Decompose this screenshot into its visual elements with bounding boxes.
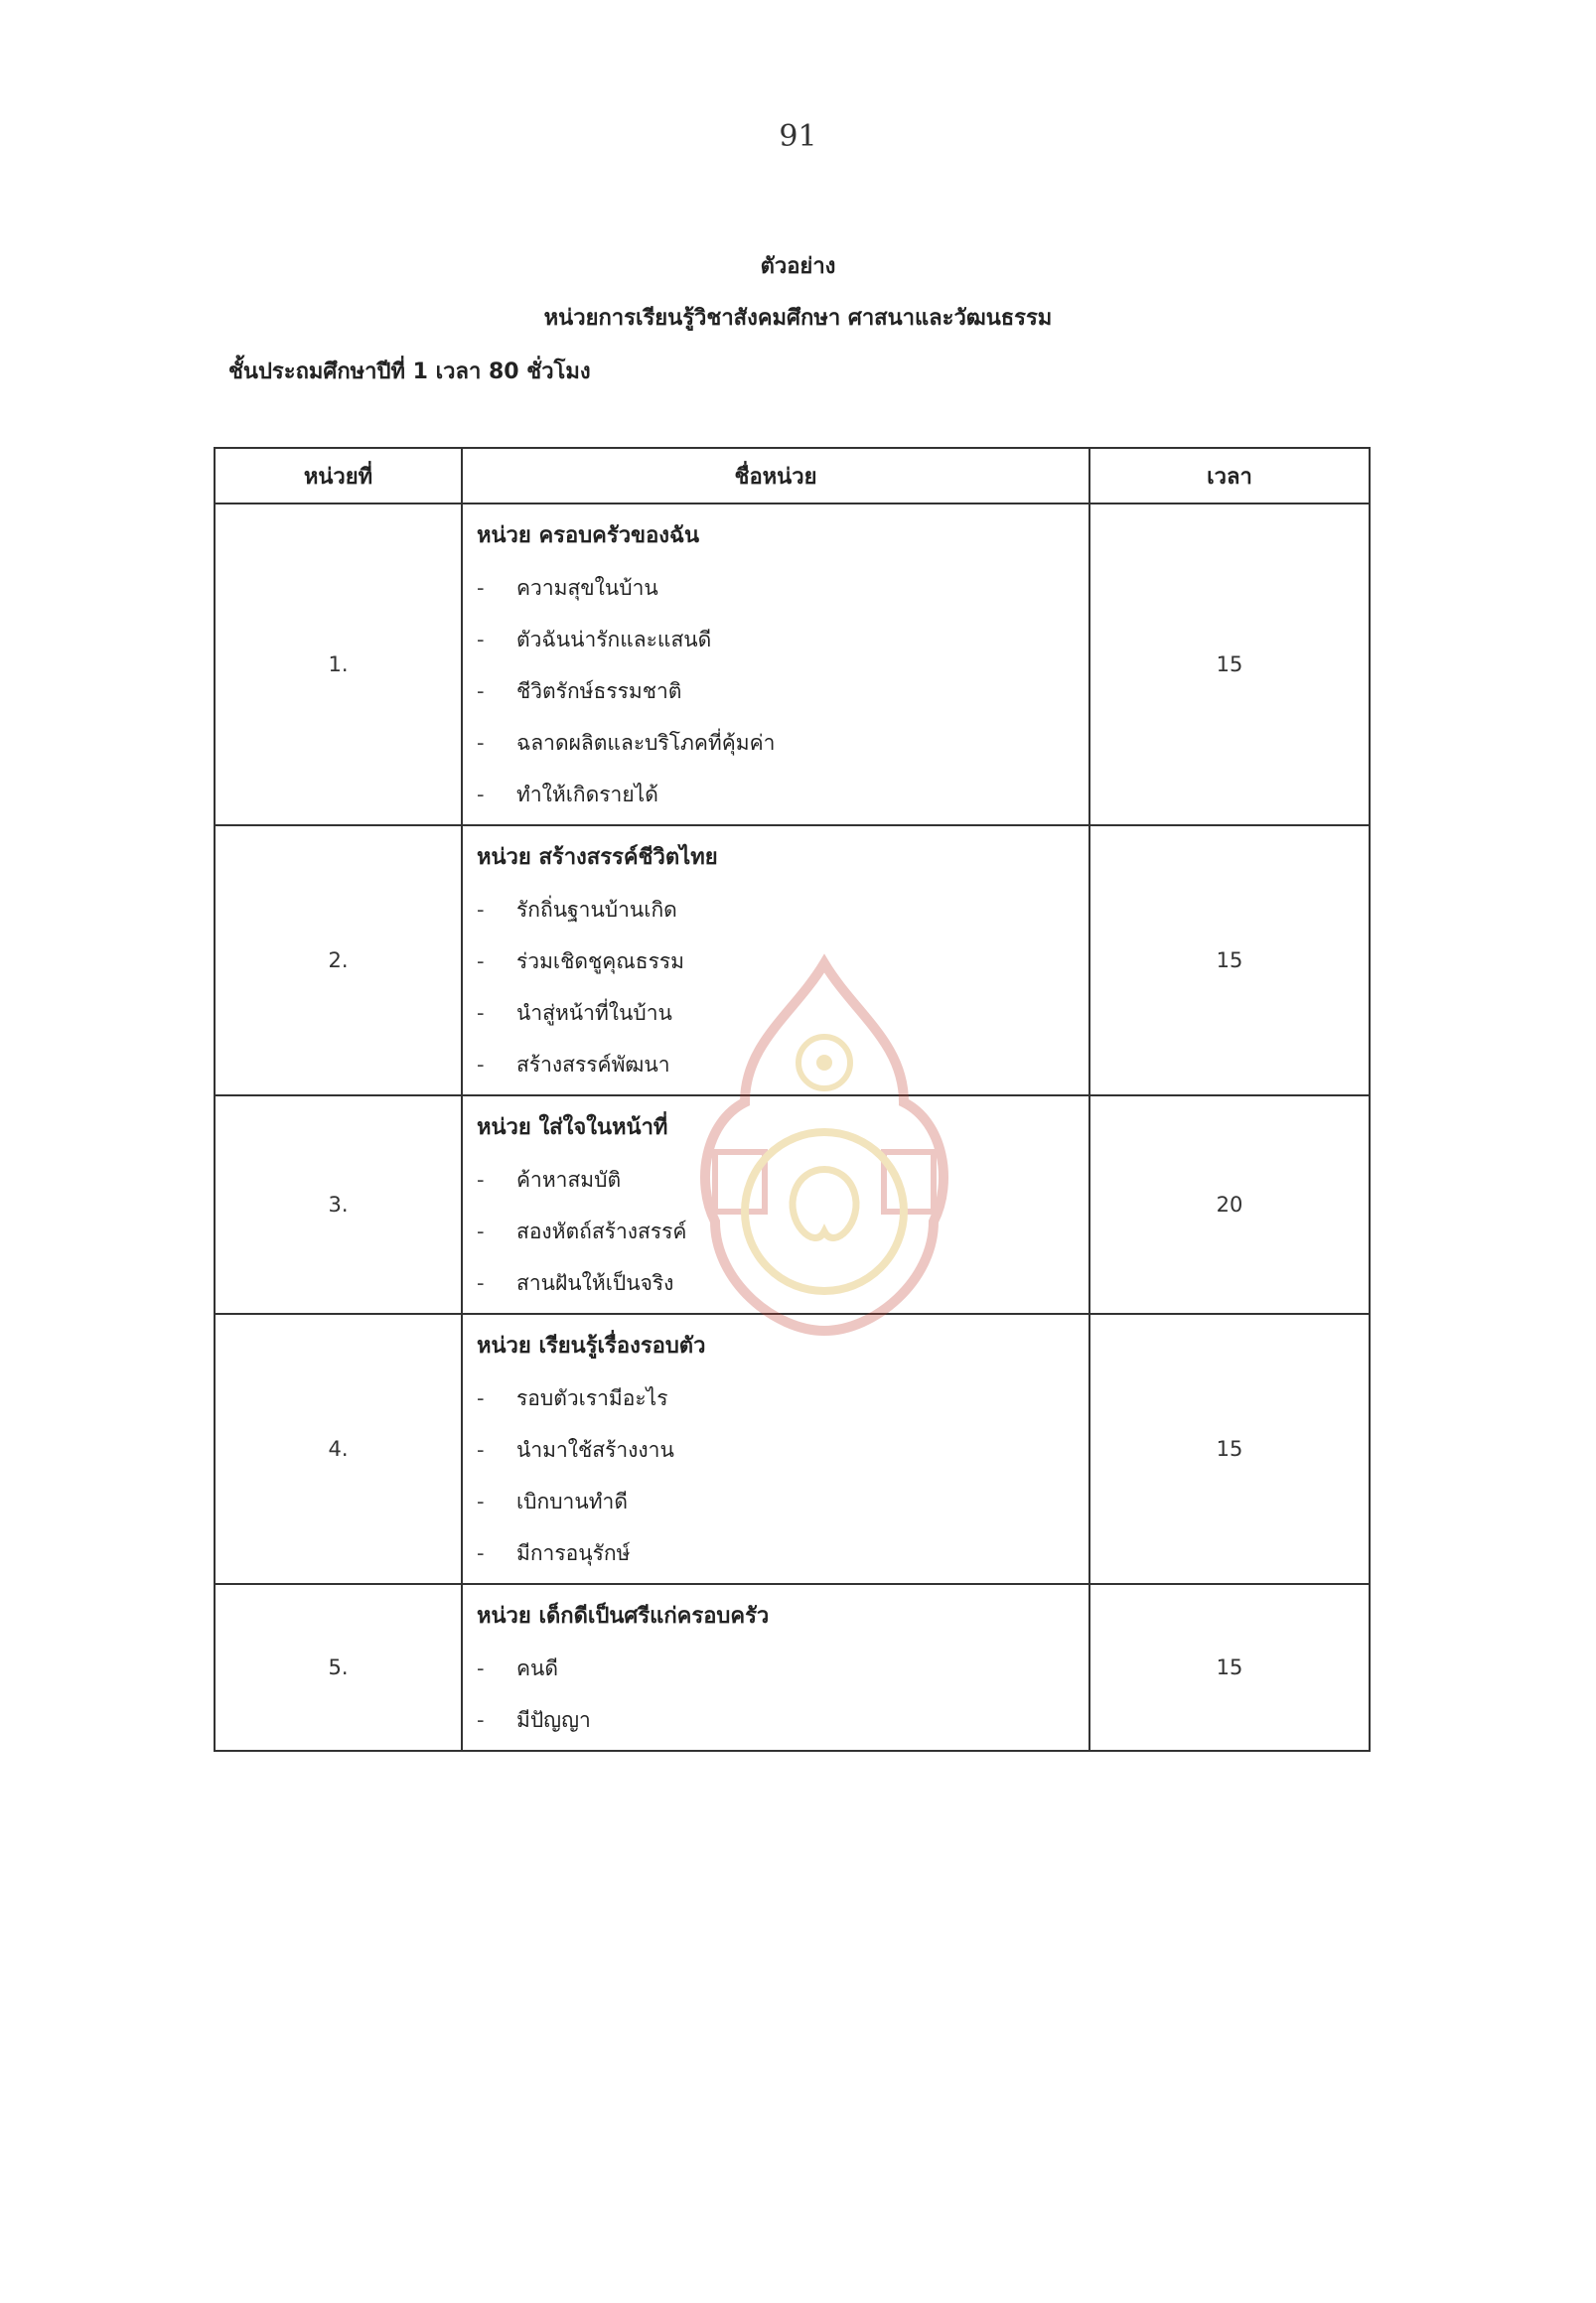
topic-text: รอบตัวเรามีอะไร bbox=[516, 1386, 668, 1410]
unit-number: 3. bbox=[215, 1095, 462, 1314]
topic-text: ร่วมเชิดชูคุณธรรม bbox=[516, 949, 684, 973]
bullet-dash: - bbox=[477, 628, 485, 651]
bullet-dash: - bbox=[477, 1490, 485, 1513]
topic-item bbox=[477, 769, 1088, 820]
unit-name-cell bbox=[462, 1584, 1089, 1751]
units-table-body bbox=[215, 504, 1370, 1751]
unit-hours: 15 bbox=[1089, 825, 1370, 1095]
topic-text: สร้างสรรค์พัฒนา bbox=[516, 1053, 670, 1077]
table-header-row bbox=[215, 448, 1370, 504]
bullet-dash: - bbox=[477, 1220, 485, 1243]
header-unit-name: ชื่อหน่วย bbox=[462, 448, 1089, 504]
unit-name-cell bbox=[462, 1095, 1089, 1314]
unit-title: หน่วย เรียนรู้เรื่องรอบตัว bbox=[477, 1334, 706, 1359]
topic-text: ค้าหาสมบัติ bbox=[516, 1168, 622, 1192]
grade-and-hours-line: ชั้นประถมศึกษาปีที่ 1 เวลา 80 ชั่วโมง bbox=[228, 360, 591, 384]
units-table bbox=[214, 447, 1371, 1752]
unit-number: 2. bbox=[215, 825, 462, 1095]
header-hours: เวลา bbox=[1089, 448, 1370, 504]
bullet-dash: - bbox=[477, 731, 485, 755]
topic-item bbox=[477, 884, 1088, 936]
unit-hours: 15 bbox=[1089, 1314, 1370, 1584]
table-row bbox=[215, 504, 1370, 825]
unit-number: 1. bbox=[215, 504, 462, 825]
topic-text: ฉลาดผลิตและบริโภคที่คุ้มค่า bbox=[516, 731, 776, 755]
topic-text: สองหัตถ์สร้างสรรค์ bbox=[516, 1220, 687, 1243]
topic-text: รักถิ่นฐานบ้านเกิด bbox=[516, 898, 677, 922]
topic-item bbox=[477, 562, 1088, 614]
heading-example: ตัวอย่าง bbox=[760, 254, 836, 279]
topic-item bbox=[477, 1372, 1088, 1424]
topic-text: ตัวฉันน่ารักและแสนดี bbox=[516, 628, 712, 651]
unit-title: หน่วย สร้างสรรค์ชีวิตไทย bbox=[477, 845, 718, 870]
unit-title: หน่วย เด็กดีเป็นศรีแก่ครอบครัว bbox=[477, 1604, 770, 1629]
topic-item bbox=[477, 1154, 1088, 1206]
topic-text: ชีวิตรักษ์ธรรมชาติ bbox=[516, 679, 682, 703]
bullet-dash: - bbox=[477, 949, 485, 973]
unit-hours: 15 bbox=[1089, 1584, 1370, 1751]
unit-number: 5. bbox=[215, 1584, 462, 1751]
document-title: หน่วยการเรียนรู้วิชาสังคมศึกษา ศาสนาและวัฒนธรรม bbox=[543, 306, 1053, 331]
topic-text: มีการอนุรักษ์ bbox=[516, 1541, 631, 1565]
topic-item bbox=[477, 1039, 1088, 1090]
bullet-dash: - bbox=[477, 1001, 485, 1025]
topic-text: นำมาใช้สร้างงาน bbox=[516, 1438, 674, 1462]
topic-text: มีปัญญา bbox=[516, 1708, 591, 1732]
table-row bbox=[215, 1584, 1370, 1751]
topic-item bbox=[477, 717, 1088, 769]
bullet-dash: - bbox=[477, 1656, 485, 1680]
topic-item bbox=[477, 987, 1088, 1039]
table-row bbox=[215, 1095, 1370, 1314]
header-unit-number: หน่วยที่ bbox=[215, 448, 462, 504]
topic-item bbox=[477, 936, 1088, 987]
topic-text: สานฝันให้เป็นจริง bbox=[516, 1271, 674, 1295]
topic-text: ความสุขในบ้าน bbox=[516, 576, 658, 600]
unit-name-cell bbox=[462, 504, 1089, 825]
bullet-dash: - bbox=[477, 783, 485, 806]
unit-hours: 20 bbox=[1089, 1095, 1370, 1314]
page-number: 91 bbox=[779, 119, 817, 154]
topic-text: เบิกบานทำดี bbox=[516, 1490, 628, 1513]
topic-item bbox=[477, 1476, 1088, 1527]
table-row bbox=[215, 825, 1370, 1095]
unit-hours: 15 bbox=[1089, 504, 1370, 825]
topic-item bbox=[477, 1694, 1088, 1746]
unit-title: หน่วย ใส่ใจในหน้าที่ bbox=[477, 1115, 668, 1140]
bullet-dash: - bbox=[477, 1168, 485, 1192]
bullet-dash: - bbox=[477, 898, 485, 922]
topic-item bbox=[477, 1643, 1088, 1694]
topic-text: นำสู่หน้าที่ในบ้าน bbox=[516, 1001, 672, 1025]
topic-item bbox=[477, 614, 1088, 665]
bullet-dash: - bbox=[477, 1053, 485, 1077]
bullet-dash: - bbox=[477, 1271, 485, 1295]
unit-title: หน่วย ครอบครัวของฉัน bbox=[477, 523, 700, 548]
bullet-dash: - bbox=[477, 1438, 485, 1462]
topic-item bbox=[477, 1206, 1088, 1257]
topic-item bbox=[477, 1257, 1088, 1309]
topic-text: ทำให้เกิดรายได้ bbox=[516, 783, 658, 806]
topic-item bbox=[477, 1527, 1088, 1579]
bullet-dash: - bbox=[477, 576, 485, 600]
table-row bbox=[215, 1314, 1370, 1584]
unit-name-cell bbox=[462, 1314, 1089, 1584]
topic-item bbox=[477, 1424, 1088, 1476]
bullet-dash: - bbox=[477, 679, 485, 703]
bullet-dash: - bbox=[477, 1541, 485, 1565]
topic-item bbox=[477, 665, 1088, 717]
bullet-dash: - bbox=[477, 1386, 485, 1410]
unit-number: 4. bbox=[215, 1314, 462, 1584]
bullet-dash: - bbox=[477, 1708, 485, 1732]
topic-text: คนดี bbox=[516, 1656, 559, 1680]
unit-name-cell bbox=[462, 825, 1089, 1095]
